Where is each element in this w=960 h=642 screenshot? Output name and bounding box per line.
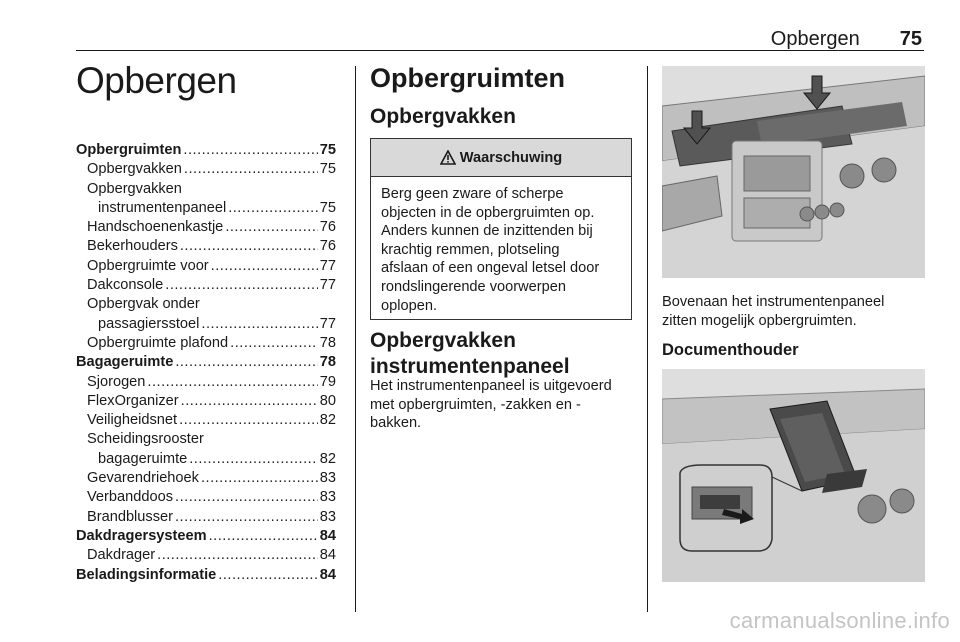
toc-entry[interactable]: [76, 392, 336, 411]
toc-entry[interactable]: [76, 469, 336, 488]
subsection-title-line: Opbergvakken: [370, 329, 516, 352]
toc-entry-page: 77: [319, 277, 336, 294]
warning-line: oplopen.: [381, 297, 437, 314]
toc-entry-label: Bagageruimte: [76, 354, 174, 371]
toc-entry-page: 84: [319, 547, 336, 564]
toc-leader-dots: [201, 469, 318, 488]
toc-leader-dots: [218, 566, 317, 585]
toc-entry-label: Bekerhouders: [87, 238, 178, 255]
toc-entry-page: 76: [319, 219, 336, 236]
toc-entry[interactable]: [76, 508, 336, 527]
toc-leader-dots: [179, 411, 318, 430]
toc-leader-dots: [228, 199, 318, 218]
toc-entry-label: Verbanddoos: [87, 489, 174, 506]
toc-entry-label: Brandblusser: [87, 508, 173, 525]
toc-entry[interactable]: [76, 353, 336, 372]
toc-entry-page: 75: [319, 161, 336, 178]
toc-entry-label: Opbergruimten: [76, 142, 182, 158]
toc-entry[interactable]: [76, 566, 336, 585]
toc-leader-dots: [147, 373, 317, 392]
toc-entry-label: bagageruimte: [98, 450, 188, 467]
warning-box: [370, 138, 632, 320]
toc-entry[interactable]: [76, 546, 336, 565]
column-divider-left: [355, 66, 356, 612]
toc-entry[interactable]: [76, 315, 336, 334]
toc-entry[interactable]: [76, 334, 336, 353]
column-divider-right: [647, 66, 648, 612]
toc-entry-label: instrumentenpaneel: [98, 199, 227, 216]
toc-entry-page: 84: [319, 527, 336, 544]
toc-entry-page: 82: [319, 450, 336, 467]
caption-line: Bovenaan het instrumentenpaneel: [662, 294, 885, 310]
warning-line: Anders kunnen de inzittenden bij: [381, 223, 593, 240]
subsection-title-instrument-panel: [370, 328, 640, 380]
toc-entry-label: Opbergvakken: [87, 161, 182, 178]
warning-title: Waarschuwing: [459, 149, 563, 166]
toc-entry[interactable]: [76, 411, 336, 430]
toc-leader-dots: [201, 315, 317, 334]
illustration-caption: [662, 293, 924, 330]
toc-leader-dots: [175, 353, 317, 372]
dashboard-top-storage-illustration: [662, 66, 925, 278]
warning-line: objecten in de opbergruimten op.: [381, 204, 595, 221]
toc-leader-dots: [175, 508, 318, 527]
toc-leader-dots: [209, 527, 318, 546]
toc-entry-page: 83: [319, 489, 336, 506]
subsection-title-document-holder: Documenthouder: [662, 341, 799, 359]
warning-triangle-icon: [440, 150, 456, 165]
warning-header: [371, 139, 631, 177]
toc-entry-page: 83: [319, 470, 336, 487]
toc-entry[interactable]: [76, 257, 336, 276]
toc-entry-label: Gevarendriehoek: [87, 470, 199, 487]
body-line: bakken.: [370, 415, 422, 432]
header-rule: [76, 50, 924, 51]
body-paragraph: [370, 377, 634, 433]
toc-entry-page: 78: [319, 354, 336, 371]
toc-entry-label: Opbergruimte plafond: [87, 334, 229, 351]
toc-entry[interactable]: [76, 218, 336, 237]
toc-entry-page: 78: [319, 334, 336, 351]
running-header-title: Opbergen: [770, 28, 860, 50]
toc-entry[interactable]: Opbergvakken: [87, 180, 182, 197]
toc-entry[interactable]: Opbergvak onder: [87, 296, 200, 313]
toc-entry-label: Dakdragersysteem: [76, 527, 207, 544]
toc-entry-page: 77: [319, 257, 336, 274]
warning-line: rondslingerende voorwerpen: [381, 278, 566, 295]
toc-entry-label: FlexOrganizer: [87, 392, 179, 409]
toc-leader-dots: [165, 276, 318, 295]
warning-line: afslaan of een ongeval letsel door: [381, 260, 600, 277]
toc-entry-page: 84: [319, 566, 336, 583]
document-holder-illustration: [662, 369, 925, 582]
toc-entry[interactable]: [76, 199, 336, 218]
chapter-title: Opbergen: [76, 60, 237, 101]
body-line: met opbergruimten, -zakken en -: [370, 396, 581, 413]
table-of-contents: [76, 141, 336, 585]
section-title: Opbergruimten: [370, 63, 566, 93]
toc-entry[interactable]: [76, 141, 336, 160]
toc-entry-page: 76: [319, 238, 336, 255]
toc-entry[interactable]: [76, 488, 336, 507]
toc-entry-page: 83: [319, 508, 336, 525]
warning-line: krachtig remmen, plotseling: [381, 241, 560, 258]
toc-entry-page: 82: [319, 412, 336, 429]
subsection-title: Opbergvakken: [370, 105, 516, 128]
toc-leader-dots: [183, 141, 317, 160]
toc-leader-dots: [180, 237, 318, 256]
page-number: 75: [899, 28, 922, 50]
warning-text: [371, 177, 631, 315]
toc-entry[interactable]: Scheidingsrooster: [87, 431, 204, 448]
toc-entry-label: Sjorogen: [87, 373, 146, 390]
toc-entry-label: passagiersstoel: [98, 315, 200, 332]
toc-leader-dots: [189, 450, 318, 469]
toc-entry[interactable]: [76, 527, 336, 546]
toc-entry[interactable]: [76, 237, 336, 256]
toc-entry-label: Dakdrager: [87, 547, 156, 564]
toc-entry[interactable]: [76, 450, 336, 469]
toc-entry-label: Handschoenenkastje: [87, 219, 224, 236]
toc-leader-dots: [211, 257, 318, 276]
subsection-title-line: instrumentenpaneel: [370, 355, 570, 378]
caption-line: zitten mogelijk opbergruimten.: [662, 312, 857, 329]
watermark: carmanualsonline.info: [729, 608, 950, 633]
toc-entry-label: Opbergruimte voor: [87, 257, 209, 274]
toc-leader-dots: [175, 488, 318, 507]
toc-entry-label: Beladingsinformatie: [76, 566, 217, 583]
toc-entry-page: 75: [319, 199, 336, 216]
toc-entry[interactable]: [76, 160, 336, 179]
toc-leader-dots: [225, 218, 317, 237]
toc-entry-page: 75: [319, 142, 336, 158]
toc-entry-page: 77: [319, 315, 336, 332]
warning-line: Berg geen zware of scherpe: [381, 186, 564, 202]
toc-entry-label: Dakconsole: [87, 277, 164, 294]
toc-entry-page: 80: [319, 392, 336, 409]
toc-leader-dots: [184, 160, 318, 179]
toc-entry-label: Veiligheidsnet: [87, 412, 178, 429]
toc-entry-page: 79: [319, 373, 336, 390]
body-line: Het instrumentenpaneel is uitgevoerd: [370, 378, 612, 394]
toc-leader-dots: [157, 546, 318, 565]
toc-entry[interactable]: [76, 373, 336, 392]
toc-leader-dots: [181, 392, 318, 411]
toc-leader-dots: [230, 334, 318, 353]
toc-entry[interactable]: [76, 276, 336, 295]
